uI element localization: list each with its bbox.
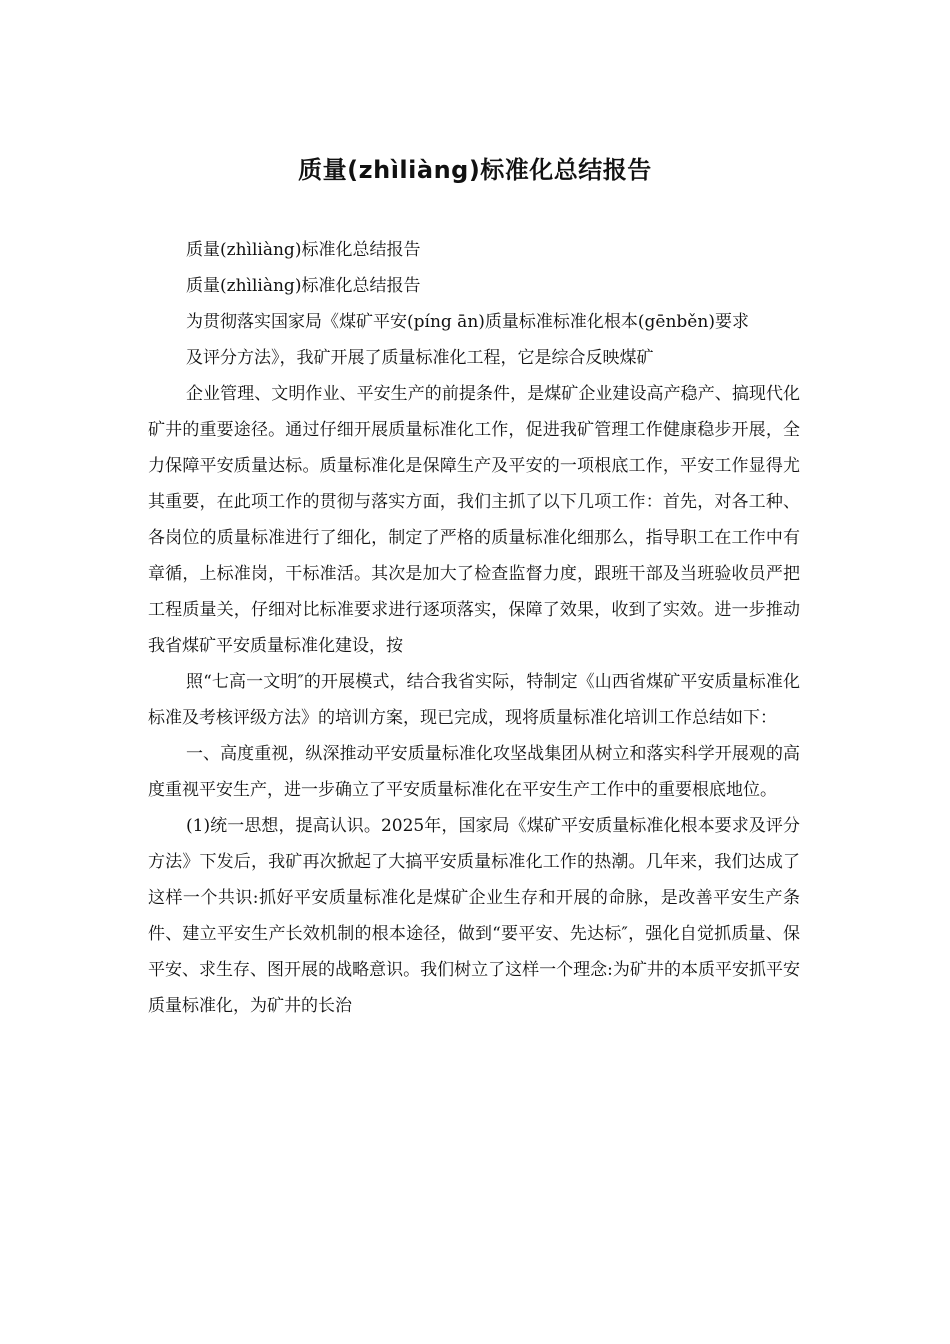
paragraph-4: 及评分方法》，我矿开展了质量标准化工程，它是综合反映煤矿: [186, 348, 654, 368]
paragraph-2: 质量(zhìliàng)标准化总结报告: [186, 276, 421, 296]
paragraph-5: 企业管理、文明作业、平安生产的前提条件，是煤矿企业建设高产稳产、搞现代化矿井的重要途径。通过仔细开展质量标准化工作，促进我矿管理工作健康稳步开展，全力保障平安质量达标。质量标准化是保障生产及平安的一项根底工作，平安工作显得尤其重要，在此项工作的贯彻与落实方面，我们主抓了以下几项工作：首先，对各工种、各岗位的质量标准进行了细化，制定了严格的质量标准化细那么，指导职工在工作中有章循，上标准岗，干标准活。其次是加大了检查监督力度，跟班干部及当班验收员严把工程质量关，仔细对比标准要求进行逐项落实，保障了效果，收到了实效。进一步推动我省煤矿平安质量标准化建设，按: [148, 384, 800, 656]
paragraph-7: 一、高度重视，纵深推动平安质量标准化攻坚战集团从树立和落实科学开展观的高度重视平安生产，进一步确立了平安质量标准化在平安生产工作中的重要根底地位。: [148, 744, 800, 800]
paragraph-1: 质量(zhìliàng)标准化总结报告: [186, 240, 421, 260]
document-body: [148, 232, 800, 1024]
paragraph-6: 照“七高一文明″的开展模式，结合我省实际，特制定《山西省煤矿平安质量标准化标准及考核评级方法》的培训方案，现已完成，现将质量标准化培训工作总结如下：: [148, 672, 800, 728]
paragraph-3: 为贯彻落实国家局《煤矿平安(píng ān)质量标准标准化根本(gēnběn)要求: [186, 312, 749, 332]
paragraph-8: (1)统一思想，提高认识。2025年，国家局《煤矿平安质量标准化根本要求及评分方法》下发后，我矿再次掀起了大搞平安质量标准化工作的热潮。几年来，我们达成了这样一个共识:抓好平安质量标准化是煤矿企业生存和开展的命脉，是改善平安生产条件、建立平安生产长效机制的根本途径，做到“要平安、先达标″，强化自觉抓质量、保平安、求生存、图开展的战略意识。我们树立了这样一个理念:为矿井的本质平安抓平安质量标准化，为矿井的长治: [148, 816, 800, 1016]
document-title: 质量(zhìliàng)标准化总结报告: [298, 156, 652, 184]
